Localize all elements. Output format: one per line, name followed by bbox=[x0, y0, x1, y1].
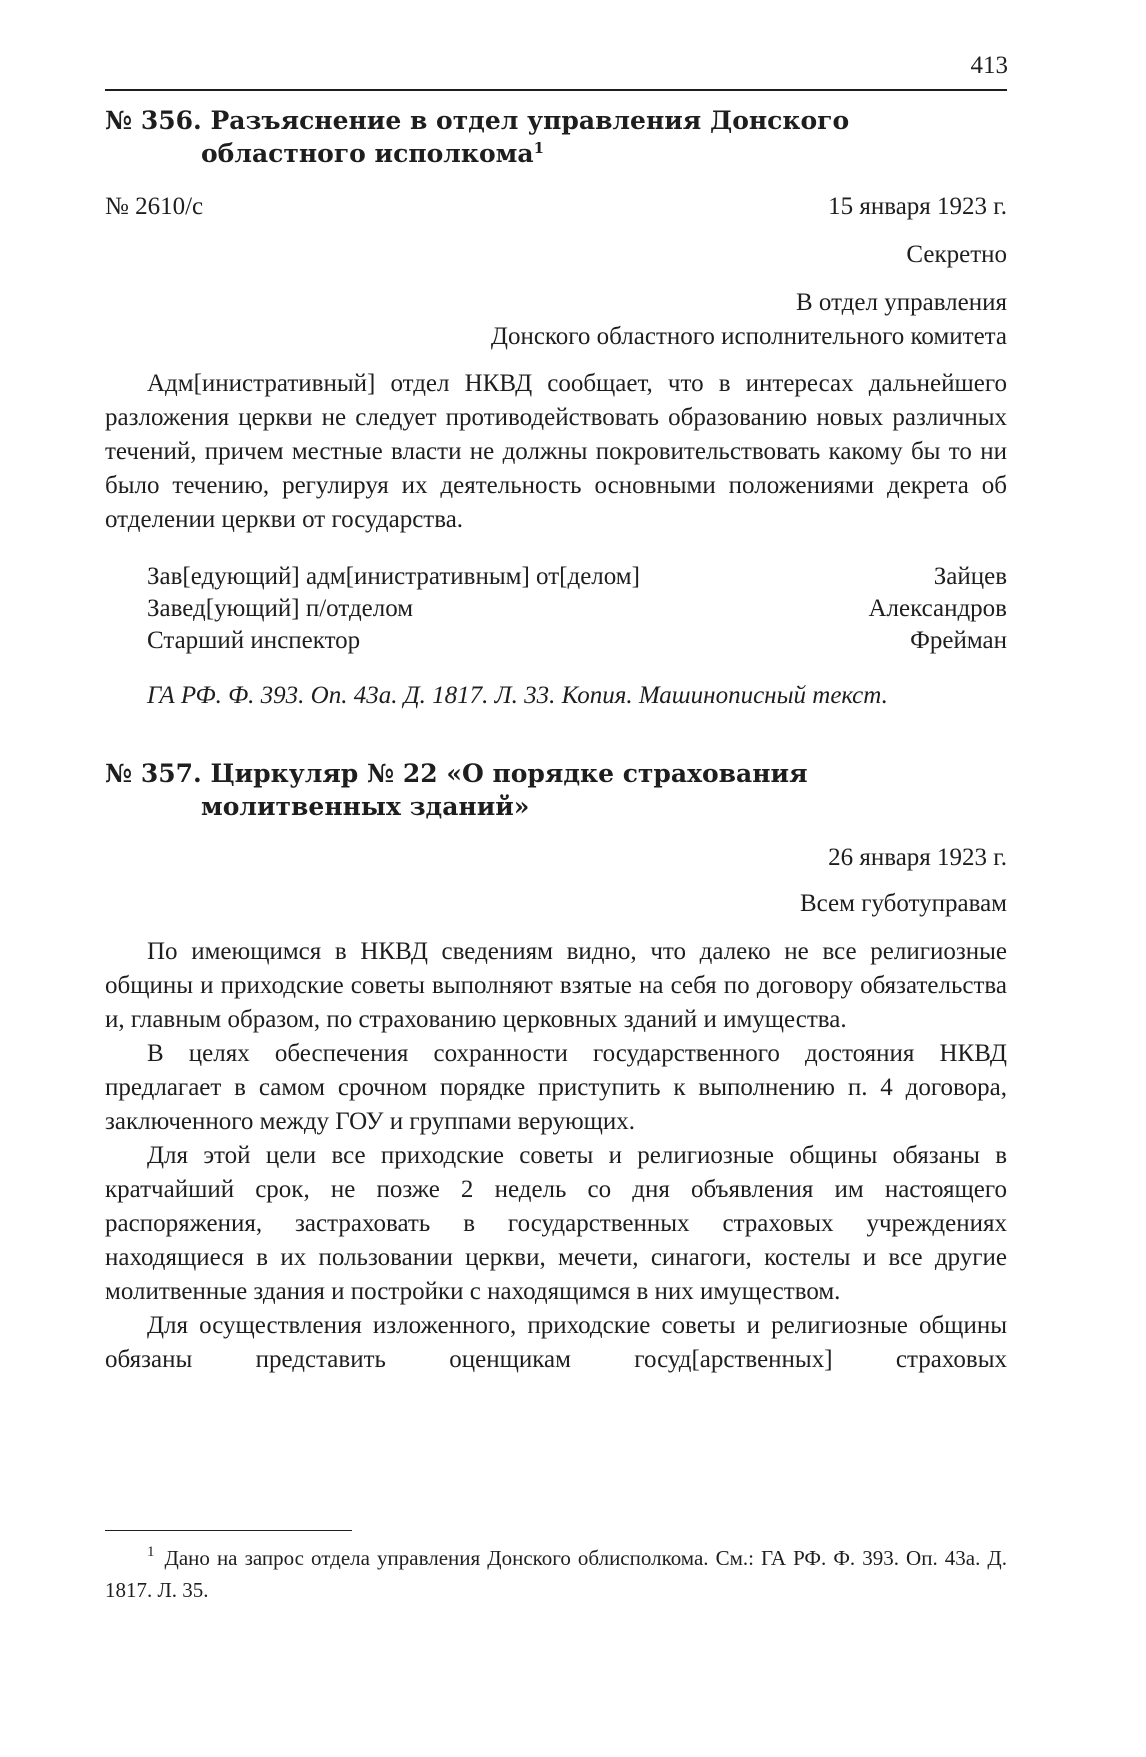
doc357-paragraph: По имеющимся в НКВД сведениям видно, что далеко не все религиозные общины и приходские советы выполняют взятые на себя по договору обязательства и, главным образом, по страхованию церковных зданий и имущества. bbox=[105, 938, 1007, 1033]
addressee-line-1: В отдел управления bbox=[795, 289, 1007, 316]
doc357-title: № 357. Циркуляр № 22 «О порядке страхования молитвенных зданий» bbox=[105, 759, 808, 821]
doc356-addressee bbox=[105, 286, 1007, 354]
signature-row bbox=[105, 625, 1007, 657]
doc356-meta bbox=[105, 190, 1007, 224]
doc356-title: № 356. Разъяснение в отдел управления Донского областного исполкома$^1$ bbox=[105, 106, 850, 168]
doc357-date: 26 января 1923 г. bbox=[828, 844, 1007, 871]
doc356-secrecy: Секретно bbox=[906, 241, 1007, 268]
doc356-signatures bbox=[105, 561, 1007, 657]
footnote-text: Дано на запрос отдела управления Донского облисполкома. См.: ГА РФ. Ф. 393. Оп. 43а. Д. 1817. Л. 35. bbox=[105, 1546, 1007, 1602]
signature-role: Завед[ующий] п/отделом bbox=[147, 595, 414, 622]
footnote-mark: 1 bbox=[147, 1544, 155, 1560]
signature-role: Старший инспектор bbox=[147, 627, 361, 654]
doc357-paragraph: Для осуществления изложенного, приходские советы и религиозные общины обязаны представить оценщикам госуд[арственных] страховых bbox=[105, 1312, 1007, 1373]
footnote-ref: 1 bbox=[533, 139, 545, 157]
footnote-rule bbox=[105, 1530, 352, 1531]
signature-row bbox=[105, 593, 1007, 625]
signature-name: Фрейман bbox=[910, 627, 1007, 654]
doc357-body bbox=[105, 935, 1007, 1377]
page-content bbox=[105, 104, 1007, 1377]
page-number: 413 bbox=[970, 52, 1008, 79]
doc356-date: 15 января 1923 г. bbox=[828, 193, 1007, 220]
doc356-number: № 2610/с bbox=[105, 193, 204, 220]
doc357-addressee: Всем губотуправам bbox=[799, 890, 1007, 917]
doc356-body: Адм[инистративный] отдел НКВД сообщает, что в интересах дальнейшего разложения церкви не следует противодействовать образованию новых различных течений, причем местные власти не должны покровительствовать какому бы то ни было течению, регулируя их деятельность основными положениями декрета об отделении церкви от государства. bbox=[105, 370, 1007, 533]
footnote bbox=[105, 1542, 1007, 1606]
addressee-line-2: Донского областного исполнительного комитета bbox=[490, 323, 1007, 350]
doc356-archive-ref: ГА РФ. Ф. 393. Оп. 43а. Д. 1817. Л. 33. Копия. Машинописный текст. bbox=[147, 682, 888, 709]
signature-role: Зав[едующий] адм[инистративным] от[делом] bbox=[147, 563, 640, 590]
header-rule bbox=[105, 89, 1007, 91]
signature-name: Александров bbox=[868, 595, 1007, 622]
signature-name: Зайцев bbox=[933, 563, 1007, 590]
doc357-paragraph: Для этой цели все приходские советы и религиозные общины обязаны в кратчайший срок, не позже 2 недель со дня объявления им настоящего распоряжения, застраховать в государственных страховых учреждениях находящиеся в их пользовании церкви, мечети, синагоги, костелы и все другие молитвенные здания и постройки с находящимся в них имуществом. bbox=[105, 1142, 1007, 1305]
signature-row bbox=[105, 561, 1007, 593]
doc357-paragraph: В целях обеспечения сохранности государственного достояния НКВД предлагает в самом срочном порядке приступить к выполнению п. 4 договора, заключенного между ГОУ и группами верующих. bbox=[105, 1040, 1007, 1135]
